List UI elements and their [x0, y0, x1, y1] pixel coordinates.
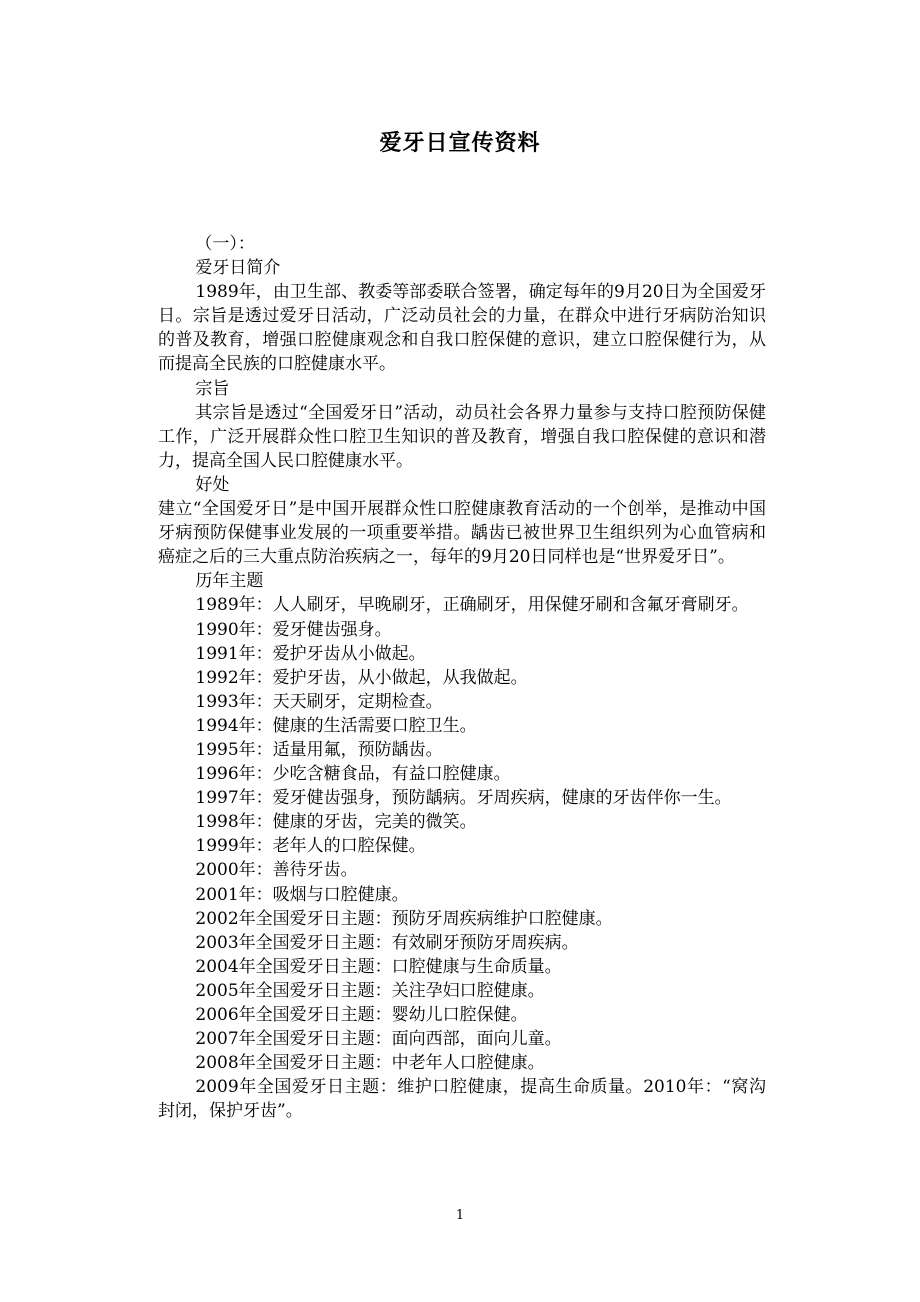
- theme-item: 1994年：健康的生活需要口腔卫生。: [195, 715, 477, 736]
- theme-item: 1997年：爱牙健齿强身，预防龋病。牙周疾病，健康的牙齿伴你一生。: [195, 788, 732, 809]
- intro-heading: 爱牙日简介: [195, 258, 281, 279]
- theme-item: 1993年：天天刷牙，定期检查。: [195, 691, 443, 712]
- theme-item: 2004年全国爱牙日主题：口腔健康与生命质量。: [195, 956, 562, 977]
- theme-item: 2006年全国爱牙日主题：婴幼儿口腔保健。: [195, 1005, 528, 1025]
- theme-item: 2000年：善待牙齿。: [195, 860, 358, 881]
- benefit-heading: 好处: [195, 474, 230, 495]
- intro-paragraph: 1989年，由卫生部、教委等部委联合签署，确定每年的9月20日为全国爱牙日。宗旨是透过爱牙日活动，广泛动员社会的力量，在群众中进行牙病防治知识的普及教育，增强口腔健康观念和自我口腔保健的意识，建立口腔保健行为，从而提高全民族的口腔健康水平。: [158, 282, 766, 375]
- document-title: 爱牙日宣传资料: [379, 131, 541, 156]
- theme-item: 2005年全国爱牙日主题：关注孕妇口腔健康。: [195, 980, 545, 1001]
- theme-item: 1999年：老年人的口腔保健。: [195, 836, 426, 857]
- theme-item: 1990年：爱牙健齿强身。: [195, 619, 392, 640]
- benefit-paragraph: 建立“全国爱牙日”是中国开展群众性口腔健康教育活动的一个创举，是推动中国牙病预防保健事业发展的一项重要举措。龋齿已被世界卫生组织列为心血管病和癌症之后的三大重点防治疾病之一，每年的9月20日同样也是“世界爱牙日”。: [158, 499, 766, 568]
- page-number: 1: [455, 1208, 465, 1223]
- theme-item: 2008年全国爱牙日主题：中老年人口腔健康。: [195, 1053, 545, 1074]
- theme-item: 1995年：适量用氟，预防龋齿。: [195, 739, 443, 760]
- theme-item: 1991年：爱护牙齿从小做起。: [195, 643, 426, 664]
- theme-item: 2009年全国爱牙日主题：维护口腔健康，提高生命质量。2010年：“窝沟封闭，保护牙齿”。: [158, 1077, 766, 1122]
- purpose-heading: 宗旨: [195, 378, 230, 399]
- theme-item: 1996年：少吃含糖食品，有益口腔健康。: [195, 764, 511, 785]
- theme-item: 2002年全国爱牙日主题：预防牙周疾病维护口腔健康。: [195, 908, 613, 929]
- theme-item: 2001年：吸烟与口腔健康。: [195, 884, 409, 905]
- document-body: [158, 232, 766, 1123]
- theme-item: 1998年：健康的牙齿，完美的微笑。: [195, 812, 477, 833]
- theme-item: 1989年：人人刷牙，早晚刷牙，正确刷牙，用保健牙刷和含氟牙膏刷牙。: [195, 595, 749, 616]
- themes-heading: 历年主题: [195, 571, 264, 592]
- theme-item: 1992年：爱护牙齿，从小做起，从我做起。: [195, 667, 528, 688]
- theme-item: 2007年全国爱牙日主题：面向西部，面向儿童。: [195, 1029, 562, 1050]
- purpose-paragraph: 其宗旨是透过“全国爱牙日”活动，动员社会各界力量参与支持口腔预防保健工作，广泛开展群众性口腔卫生知识的普及教育，增强自我口腔保健的意识和潜力，提高全国人民口腔健康水平。: [158, 402, 766, 471]
- section-marker: （一）：: [195, 234, 255, 254]
- theme-item: 2003年全国爱牙日主题：有效刷牙预防牙周疾病。: [195, 932, 579, 953]
